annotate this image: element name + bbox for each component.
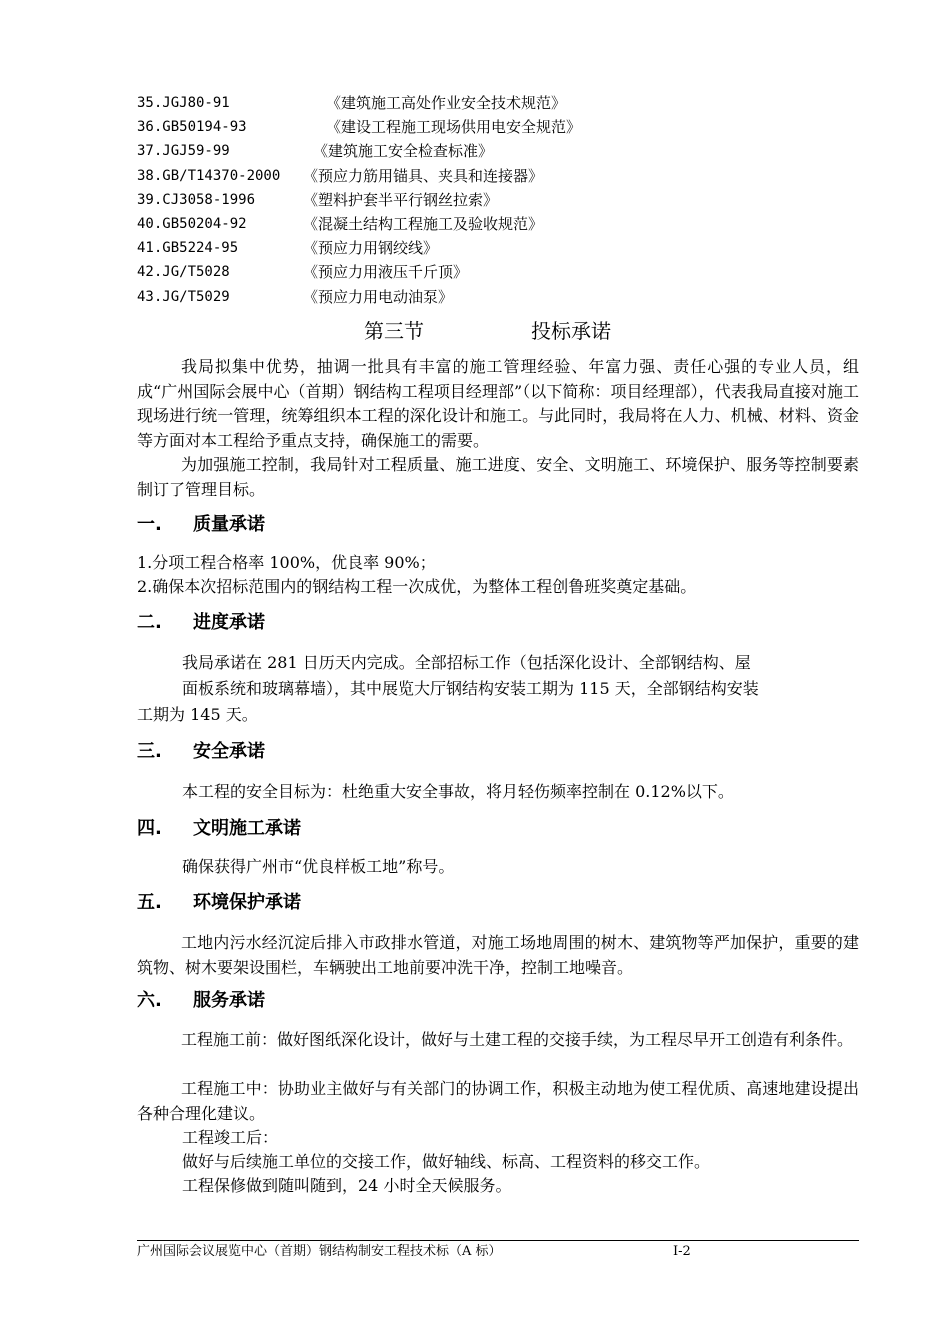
service-heading xyxy=(137,987,265,1015)
heading-title: 安全承诺 xyxy=(193,741,265,762)
standard-item xyxy=(137,91,857,115)
standard-item xyxy=(137,260,857,284)
heading-number: 二. xyxy=(137,612,162,633)
heading-number: 四. xyxy=(137,818,162,839)
heading-title: 文明施工承诺 xyxy=(193,818,301,839)
standard-code: 35.JGJ80-91 xyxy=(137,95,230,111)
quality-item: 1.分项工程合格率 100%，优良率 90%； xyxy=(137,553,436,572)
progress-line: 工期为 145 天。 xyxy=(137,705,258,724)
standard-item xyxy=(137,212,857,236)
heading-number: 一. xyxy=(137,514,162,535)
safety-heading xyxy=(137,738,265,766)
heading-title: 服务承诺 xyxy=(193,990,265,1011)
environment-heading xyxy=(137,889,301,917)
intro-paragraph: 为加强施工控制，我局针对工程质量、施工进度、安全、文明施工、环境保护、服务等控制要素制订了管理目标。 xyxy=(137,455,859,499)
standard-title: 《预应力用液压千斤顶》 xyxy=(303,263,469,282)
standard-code: 39.CJ3058-1996 xyxy=(137,191,256,208)
standard-code: 40.GB50204-92 xyxy=(137,215,247,232)
civil-heading xyxy=(137,815,301,843)
standard-item xyxy=(137,164,857,188)
heading-number: 三. xyxy=(137,741,162,762)
section-title: 投标承诺 xyxy=(531,319,611,343)
service-after-label: 工程竣工后： xyxy=(182,1128,279,1147)
heading-number: 六. xyxy=(137,990,162,1011)
page-number: Ⅰ-2 xyxy=(673,1244,691,1259)
footer-title: 广州国际会议展览中心（首期）钢结构制安工程技术标（A 标） xyxy=(137,1244,502,1259)
standard-item xyxy=(137,115,857,139)
progress-line: 面板系统和玻璃幕墙），其中展览大厅钢结构安装工期为 115 天，全部钢结构安装 xyxy=(182,679,759,698)
standard-item xyxy=(137,139,857,163)
civil-text: 确保获得广州市“优良样板工地”称号。 xyxy=(182,857,455,876)
standard-title: 《混凝土结构工程施工及验收规范》 xyxy=(303,214,544,233)
service-after-text: 做好与后续施工单位的交接工作，做好轴线、标高、工程资料的移交工作。 xyxy=(182,1152,711,1171)
service-during: 工程施工中：协助业主做好与有关部门的协调工作，积极主动地为使工程优质、高速地建设提出各种合理化建议。 xyxy=(137,1079,859,1123)
standard-title: 《预应力用钢绞线》 xyxy=(303,239,439,258)
service-warranty: 工程保修做到随叫随到，24 小时全天候服务。 xyxy=(182,1176,512,1195)
quality-heading xyxy=(137,511,265,539)
standard-code: 41.GB5224-95 xyxy=(137,240,239,257)
service-before: 工程施工前：做好图纸深化设计，做好与土建工程的交接手续，为工程尽早开工创造有利条件。 xyxy=(181,1030,854,1049)
standard-title: 《建筑施工高处作业安全技术规范》 xyxy=(326,94,567,112)
heading-number: 五. xyxy=(137,892,162,913)
standard-title: 《预应力用电动油泵》 xyxy=(303,287,454,306)
footer-divider xyxy=(137,1240,859,1241)
progress-heading xyxy=(137,609,265,637)
section-number: 第三节 xyxy=(364,319,424,343)
standard-title: 《塑料护套半平行钢丝拉索》 xyxy=(303,190,499,209)
standards-list xyxy=(137,91,857,309)
heading-title: 环境保护承诺 xyxy=(193,892,301,913)
heading-title: 进度承诺 xyxy=(193,612,265,633)
standard-code: 43.JG/T5029 xyxy=(137,288,230,305)
standard-item xyxy=(137,285,857,309)
section-heading xyxy=(0,314,950,348)
standard-code: 38.GB/T14370-2000 xyxy=(137,167,281,184)
quality-item: 2.确保本次招标范围内的钢结构工程一次成优，为整体工程创鲁班奖奠定基础。 xyxy=(137,577,697,596)
heading-title: 质量承诺 xyxy=(193,514,265,535)
environment-text: 工地内污水经沉淀后排入市政排水管道，对施工场地周围的树木、建筑物等严加保护，重要的建筑物、树木要架设围栏，车辆驶出工地前要冲洗干净，控制工地噪音。 xyxy=(137,933,859,977)
standard-item xyxy=(137,236,857,260)
standard-code: 36.GB50194-93 xyxy=(137,119,247,136)
progress-line: 我局承诺在 281 日历天内完成。全部招标工作（包括深化设计、全部钢结构、屋 xyxy=(182,653,751,672)
safety-text: 本工程的安全目标为：杜绝重大安全事故，将月轻伤频率控制在 0.12%以下。 xyxy=(182,782,734,801)
standard-item xyxy=(137,188,857,212)
standard-code: 37.JGJ59-99 xyxy=(137,143,230,160)
standard-title: 《建筑施工安全检查标准》 xyxy=(313,142,494,161)
standard-title: 《预应力筋用锚具、夹具和连接器》 xyxy=(303,166,544,185)
standard-title: 《建设工程施工现场供用电安全规范》 xyxy=(326,118,582,137)
standard-code: 42.JG/T5028 xyxy=(137,264,230,281)
intro-paragraph: 我局拟集中优势，抽调一批具有丰富的施工管理经验、年富力强、责任心强的专业人员，组成“广州国际会展中心（首期）钢结构工程项目经理部”（以下简称：项目经理部），代表我局直接对施工现场进行统一管理，统筹组织本工程的深化设计和施工。与此同时，我局将在人力、机械、材料、资金等方面对本工程给予重点支持，确保施工的需要。 xyxy=(137,357,859,450)
